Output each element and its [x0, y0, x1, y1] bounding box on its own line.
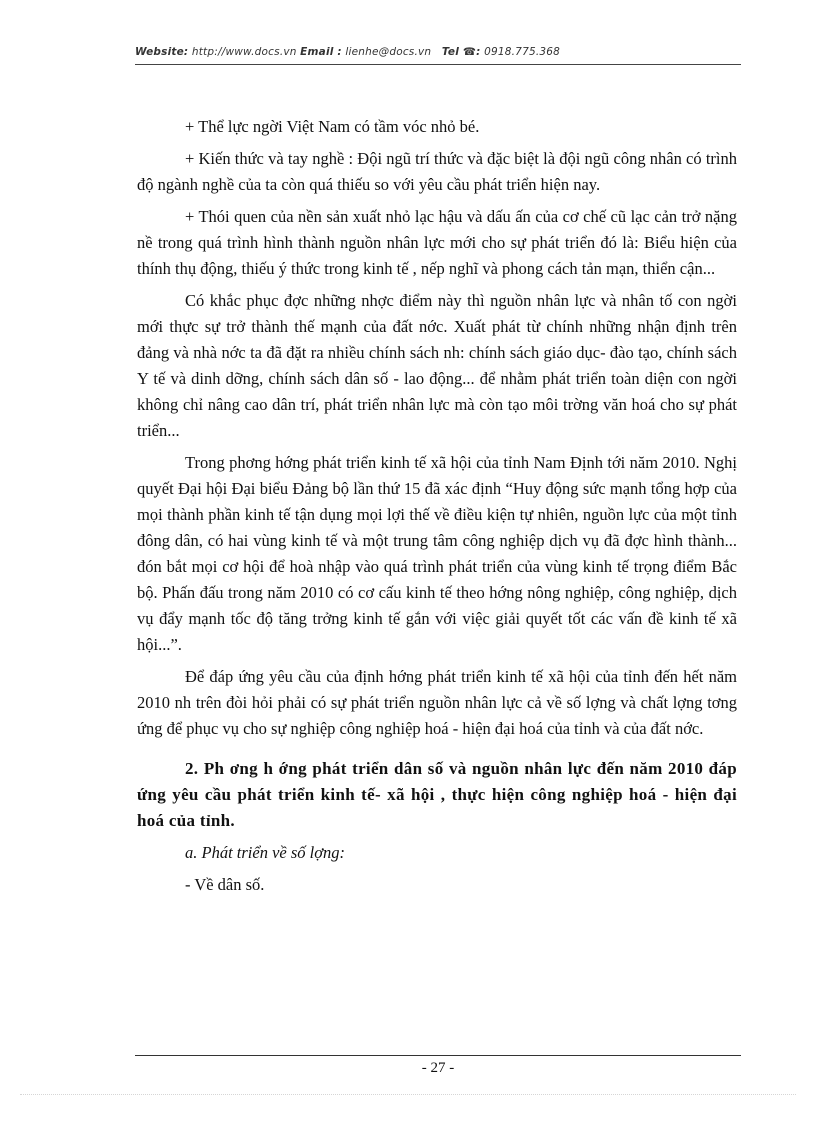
paragraph-habits: + Thói quen của nền sản xuất nhỏ lạc hậu và dấu ấn của cơ chế cũ lạc cản trở nặng nề trong quá trình hình thành nguồn nhân lực mới cho sự phát triển đó là: Biểu hiện của thính thụ động, thiếu ý thức trong kinh tế , nếp nghĩ và phong cách tản mạn, thiển cận... [137, 207, 737, 278]
page-header [135, 46, 741, 58]
email-label: Email : [300, 46, 342, 58]
footer-divider [135, 1055, 741, 1056]
website-label: Website: [135, 46, 189, 58]
email-address: lienhe@docs.vn [345, 46, 432, 58]
page-number: - 27 - [421, 1060, 455, 1076]
list-item: - Về dân số. [185, 875, 265, 894]
paragraph-orientation: Trong phơng hớng phát triển kinh tế xã hội của tỉnh Nam Định tới năm 2010. Nghị quyết Đại hội Đại biểu Đảng bộ lần thứ 15 đã xác định “Huy động sức mạnh tổng hợp của mọi thành phần kinh tế tận dụng mọi lợi thế về điều kiện tự nhiên, nguồn lực của một tỉnh đông dân, có hai vùng kinh tế và một trung tâm công nghiệp dịch vụ đã đợc hình thành... đón bắt mọi cơ hội để hoà nhập vào quá trình phát triển của vùng kinh tế trọng điểm Bắc bộ. Phấn đấu trong năm 2010 có cơ cấu kinh tế theo hớng nông nghiệp, công nghiệp, dịch vụ đẩy mạnh tốc độ tăng trởng kinh tế gắn với việc giải quyết tốt các vấn đề kinh tế xã hội...”. [137, 453, 737, 654]
paragraph-physical: + Thể lực ngời Việt Nam có tầm vóc nhỏ bé. [185, 117, 480, 136]
paragraph-knowledge: + Kiến thức và tay nghề : Đội ngũ trí thức và đặc biệt là đội ngũ công nhân có trình độ ngành nghề của ta còn quá thiếu so với yêu cầu phát triển hiện nay. [137, 149, 737, 194]
header-divider [135, 64, 741, 65]
section-heading: 2. Ph ơng h ớng phát triển dân số và nguồn nhân lực đến năm 2010 đáp ứng yêu cầu phát triển kinh tế- xã hội , thực hiện công nghiệp hoá - hiện đại hoá của tỉnh. [137, 759, 737, 830]
bottom-dotted-rule [20, 1094, 796, 1095]
paragraph-overcoming: Có khắc phục đợc những nhợc điểm này thì nguồn nhân lực và nhân tố con ngời mới thực sự trở thành thế mạnh của đất nớc. Xuất phát từ chính những nhận định trên đảng và nhà nớc ta đã đặt ra nhiều chính sách nh: chính sách giáo dục- đào tạo, chính sách Y tế và dinh dỡng, chính sách dân số - lao động... để nhằm phát triển toàn diện con ngời không chỉ nâng cao dân trí, phát triển nhân lực mà còn tạo môi trờng văn hoá cho sự phát triển... [137, 291, 737, 440]
document-body [137, 114, 737, 904]
tel-label: Tel ☎: [441, 46, 481, 58]
website-url: http://www.docs.vn [191, 46, 297, 58]
paragraph-requirements: Để đáp ứng yêu cầu của định hớng phát triển kinh tế xã hội của tỉnh đến hết năm 2010 nh trên đòi hỏi phải có sự phát triển nguồn nhân lực cả về số lợng và chất lợng tơng ứng để phục vụ cho sự nghiệp công nghiệp hoá - hiện đại hoá của tỉnh và của đất nớc. [137, 667, 737, 738]
tel-number: 0918.775.368 [484, 46, 561, 58]
subsection-heading: a. Phát triển về số lợng: [185, 843, 346, 862]
